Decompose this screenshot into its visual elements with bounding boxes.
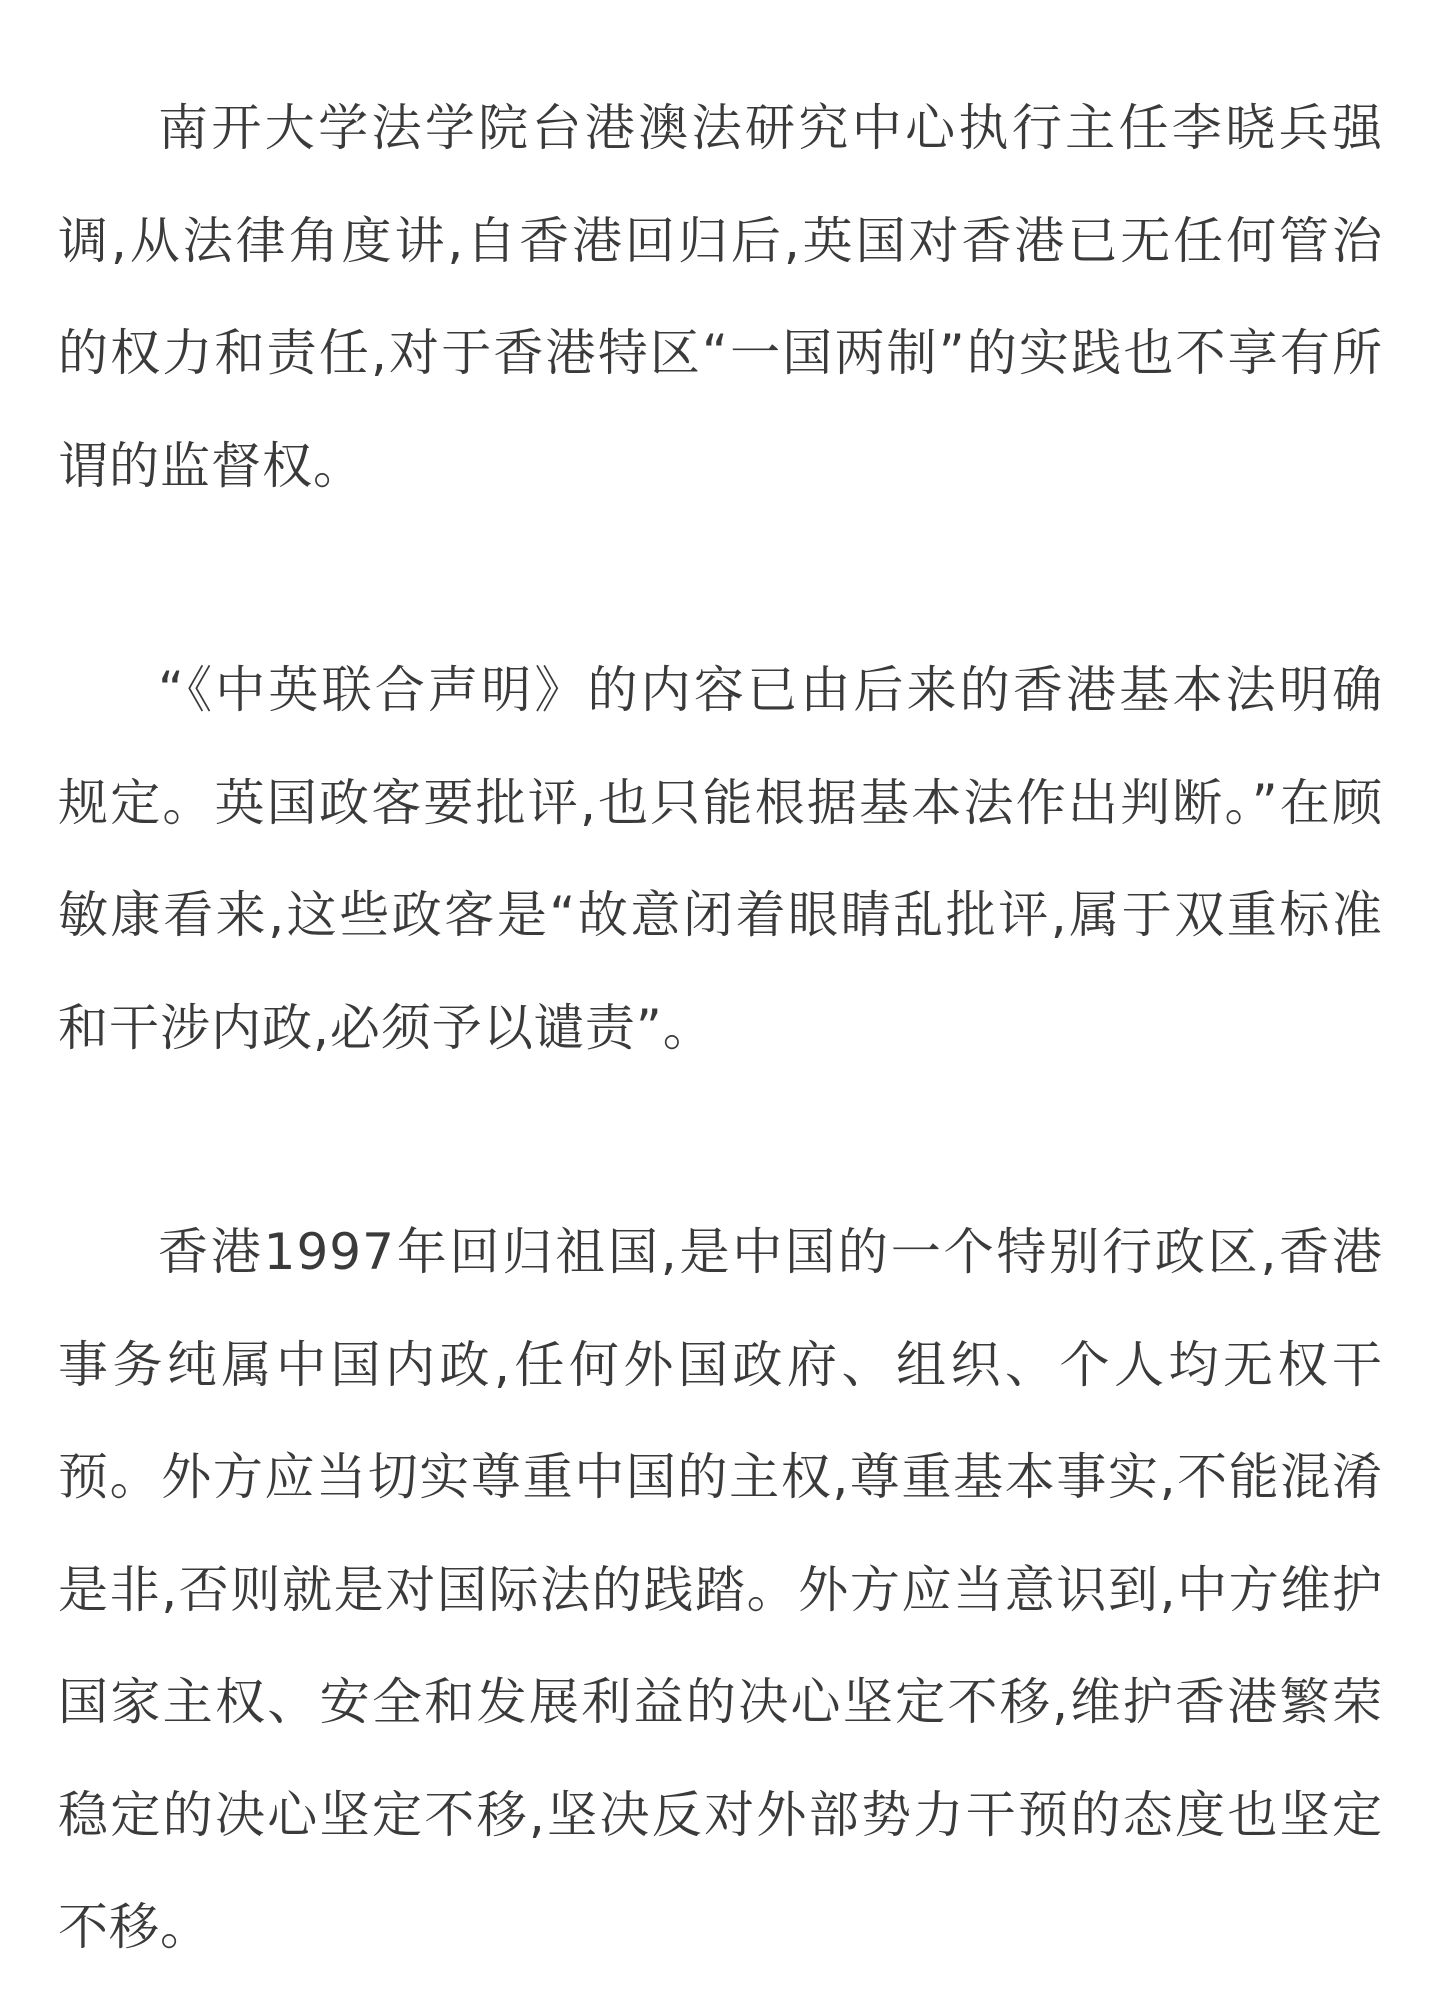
paragraph-1: 南开大学法学院台港澳法研究中心执行主任李晓兵强调,从法律角度讲,自香港回归后,英国对香港已无任何管治的权力和责任,对于香港特区“一国两制”的实践也不享有所谓的监督权。: [58, 99, 1383, 495]
paragraph-2: “《中英联合声明》的内容已由后来的香港基本法明确规定。英国政客要批评,也只能根据基本法作出判断。”在顾敏康看来,这些政客是“故意闭着眼睛乱批评,属于双重标准和干涉内政,必须予以谴责”。: [58, 661, 1383, 1057]
article-body: [58, 72, 1383, 1984]
paragraph-3: 香港1997年回归祖国,是中国的一个特别行政区,香港事务纯属中国内政,任何外国政府、组织、个人均无权干预。外方应当切实尊重中国的主权,尊重基本事实,不能混淆是非,否则就是对国际法的践踏。外方应当意识到,中方维护国家主权、安全和发展利益的决心坚定不移,维护香港繁荣稳定的决心坚定不移,坚决反对外部势力干预的态度也坚定不移。: [58, 1223, 1383, 1956]
